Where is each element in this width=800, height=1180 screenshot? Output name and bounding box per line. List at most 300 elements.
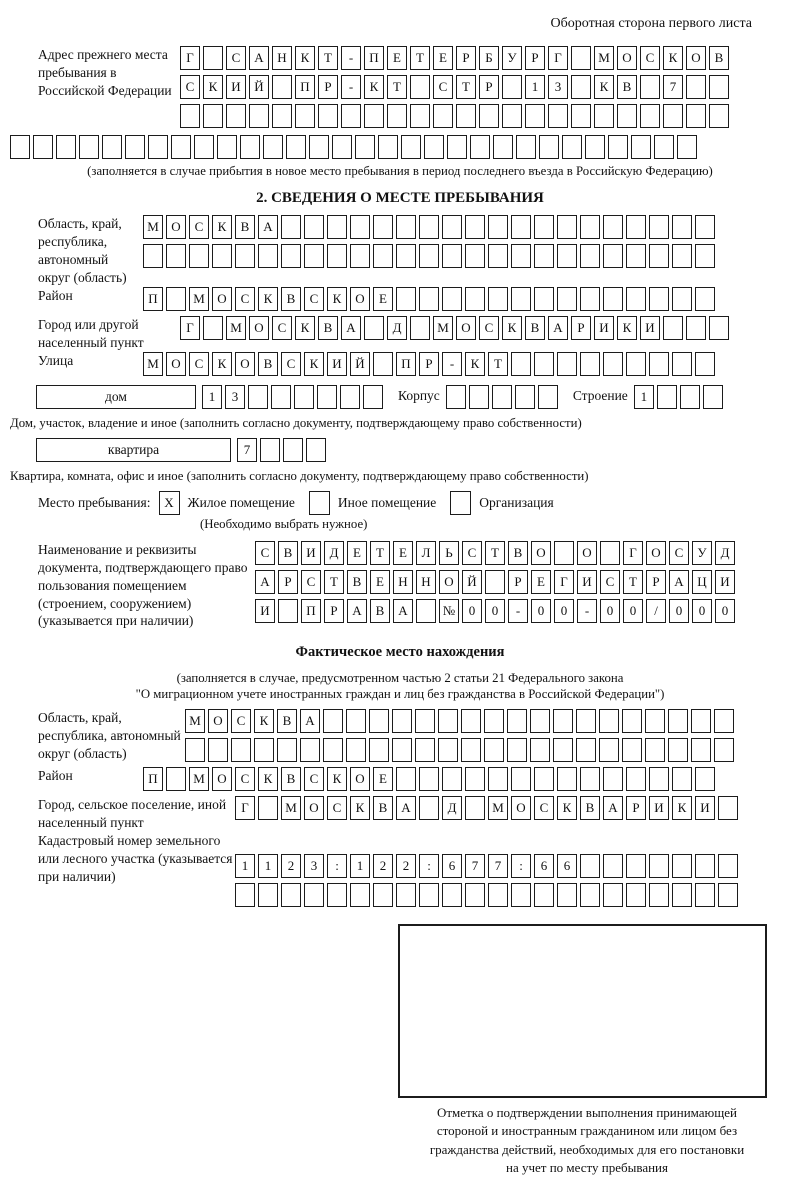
char-cell[interactable] <box>350 883 370 907</box>
char-cell[interactable]: С <box>669 541 689 565</box>
char-cell[interactable] <box>401 135 421 159</box>
char-cell[interactable]: К <box>258 287 278 311</box>
char-cell[interactable] <box>260 438 280 462</box>
char-cell[interactable]: Д <box>715 541 735 565</box>
char-cell[interactable] <box>203 316 223 340</box>
char-cell[interactable] <box>663 104 683 128</box>
char-cell[interactable] <box>369 709 389 733</box>
char-cell[interactable] <box>714 738 734 762</box>
char-cell[interactable] <box>419 215 439 239</box>
char-cell[interactable] <box>580 352 600 376</box>
char-cell[interactable] <box>511 767 531 791</box>
char-cell[interactable] <box>355 135 375 159</box>
char-cell[interactable] <box>571 46 591 70</box>
char-cell[interactable]: 0 <box>600 599 620 623</box>
char-cell[interactable] <box>534 883 554 907</box>
char-cell[interactable] <box>594 104 614 128</box>
char-cell[interactable]: Е <box>373 767 393 791</box>
char-cell[interactable]: В <box>373 796 393 820</box>
char-cell[interactable] <box>585 135 605 159</box>
char-cell[interactable]: Р <box>419 352 439 376</box>
char-cell[interactable]: Г <box>548 46 568 70</box>
char-cell[interactable]: Р <box>456 46 476 70</box>
char-cell[interactable] <box>447 135 467 159</box>
char-cell[interactable]: О <box>617 46 637 70</box>
char-cell[interactable] <box>548 104 568 128</box>
char-cell[interactable]: 2 <box>396 854 416 878</box>
char-cell[interactable]: М <box>189 287 209 311</box>
char-cell[interactable]: О <box>212 287 232 311</box>
char-cell[interactable]: К <box>350 796 370 820</box>
char-cell[interactable]: Е <box>387 46 407 70</box>
char-cell[interactable] <box>419 883 439 907</box>
char-cell[interactable]: К <box>254 709 274 733</box>
char-cell[interactable]: И <box>226 75 246 99</box>
char-cell[interactable]: Г <box>180 316 200 340</box>
char-cell[interactable] <box>695 854 715 878</box>
char-cell[interactable] <box>272 104 292 128</box>
char-cell[interactable] <box>350 244 370 268</box>
char-cell[interactable] <box>332 135 352 159</box>
char-cell[interactable] <box>534 352 554 376</box>
char-cell[interactable] <box>668 738 688 762</box>
char-cell[interactable]: С <box>226 46 246 70</box>
char-cell[interactable]: 0 <box>554 599 574 623</box>
char-cell[interactable] <box>576 738 596 762</box>
char-cell[interactable]: К <box>327 287 347 311</box>
char-cell[interactable] <box>281 244 301 268</box>
char-cell[interactable] <box>485 570 505 594</box>
char-cell[interactable] <box>283 438 303 462</box>
char-cell[interactable]: 3 <box>304 854 324 878</box>
char-cell[interactable]: Д <box>324 541 344 565</box>
char-cell[interactable]: С <box>534 796 554 820</box>
char-cell[interactable]: 1 <box>202 385 222 409</box>
char-cell[interactable]: В <box>370 599 390 623</box>
char-cell[interactable]: В <box>235 215 255 239</box>
char-cell[interactable] <box>369 738 389 762</box>
char-cell[interactable]: С <box>189 352 209 376</box>
char-cell[interactable] <box>396 215 416 239</box>
char-cell[interactable] <box>465 883 485 907</box>
char-cell[interactable] <box>424 135 444 159</box>
char-cell[interactable] <box>392 738 412 762</box>
char-cell[interactable]: О <box>531 541 551 565</box>
char-cell[interactable]: М <box>594 46 614 70</box>
char-cell[interactable] <box>249 104 269 128</box>
char-cell[interactable] <box>327 215 347 239</box>
char-cell[interactable] <box>511 352 531 376</box>
char-cell[interactable] <box>640 75 660 99</box>
char-cell[interactable] <box>680 385 700 409</box>
char-cell[interactable]: С <box>235 767 255 791</box>
char-cell[interactable]: К <box>258 767 278 791</box>
char-cell[interactable]: Е <box>531 570 551 594</box>
char-cell[interactable] <box>557 883 577 907</box>
char-cell[interactable] <box>166 244 186 268</box>
char-cell[interactable]: О <box>208 709 228 733</box>
char-cell[interactable]: А <box>669 570 689 594</box>
char-cell[interactable]: Р <box>571 316 591 340</box>
char-cell[interactable] <box>691 738 711 762</box>
char-cell[interactable] <box>530 738 550 762</box>
char-cell[interactable]: Е <box>347 541 367 565</box>
char-cell[interactable]: А <box>347 599 367 623</box>
char-cell[interactable]: А <box>341 316 361 340</box>
char-cell[interactable]: И <box>255 599 275 623</box>
char-cell[interactable] <box>271 385 291 409</box>
char-cell[interactable]: - <box>508 599 528 623</box>
char-cell[interactable] <box>599 738 619 762</box>
char-cell[interactable]: С <box>301 570 321 594</box>
char-cell[interactable] <box>442 215 462 239</box>
char-cell[interactable]: С <box>189 215 209 239</box>
char-cell[interactable] <box>189 244 209 268</box>
char-cell[interactable] <box>350 215 370 239</box>
char-cell[interactable]: 2 <box>281 854 301 878</box>
char-cell[interactable]: К <box>212 352 232 376</box>
char-cell[interactable] <box>306 438 326 462</box>
char-cell[interactable] <box>465 244 485 268</box>
char-cell[interactable]: Т <box>387 75 407 99</box>
char-cell[interactable]: Т <box>456 75 476 99</box>
char-cell[interactable] <box>396 244 416 268</box>
char-cell[interactable] <box>553 709 573 733</box>
char-cell[interactable]: А <box>249 46 269 70</box>
char-cell[interactable]: В <box>277 709 297 733</box>
char-cell[interactable]: 0 <box>669 599 689 623</box>
char-cell[interactable] <box>465 796 485 820</box>
char-cell[interactable] <box>488 767 508 791</box>
char-cell[interactable] <box>516 135 536 159</box>
char-cell[interactable]: 0 <box>531 599 551 623</box>
char-cell[interactable]: О <box>577 541 597 565</box>
char-cell[interactable]: С <box>600 570 620 594</box>
char-cell[interactable] <box>286 135 306 159</box>
char-cell[interactable] <box>668 709 688 733</box>
char-cell[interactable]: Т <box>318 46 338 70</box>
char-cell[interactable] <box>410 316 430 340</box>
char-cell[interactable]: О <box>439 570 459 594</box>
char-cell[interactable] <box>507 738 527 762</box>
char-cell[interactable] <box>626 352 646 376</box>
char-cell[interactable] <box>465 215 485 239</box>
char-cell[interactable]: Т <box>370 541 390 565</box>
char-cell[interactable]: А <box>258 215 278 239</box>
char-cell[interactable]: 0 <box>715 599 735 623</box>
char-cell[interactable]: М <box>488 796 508 820</box>
char-cell[interactable]: С <box>255 541 275 565</box>
char-cell[interactable]: О <box>456 316 476 340</box>
char-cell[interactable] <box>235 244 255 268</box>
char-cell[interactable] <box>364 316 384 340</box>
char-cell[interactable]: И <box>327 352 347 376</box>
char-cell[interactable]: Н <box>272 46 292 70</box>
char-cell[interactable]: В <box>258 352 278 376</box>
char-cell[interactable] <box>677 135 697 159</box>
char-cell[interactable]: 0 <box>692 599 712 623</box>
char-cell[interactable] <box>185 738 205 762</box>
char-cell[interactable]: А <box>396 796 416 820</box>
char-cell[interactable] <box>603 883 623 907</box>
char-cell[interactable] <box>608 135 628 159</box>
char-cell[interactable] <box>258 796 278 820</box>
char-cell[interactable] <box>248 385 268 409</box>
char-cell[interactable]: Г <box>623 541 643 565</box>
char-cell[interactable] <box>695 883 715 907</box>
char-cell[interactable] <box>507 709 527 733</box>
char-cell[interactable]: К <box>663 46 683 70</box>
char-cell[interactable]: К <box>617 316 637 340</box>
char-cell[interactable] <box>309 135 329 159</box>
char-cell[interactable] <box>695 215 715 239</box>
char-cell[interactable]: М <box>226 316 246 340</box>
char-cell[interactable] <box>304 215 324 239</box>
char-cell[interactable]: О <box>350 767 370 791</box>
char-cell[interactable] <box>258 883 278 907</box>
char-cell[interactable] <box>511 883 531 907</box>
char-cell[interactable]: 3 <box>225 385 245 409</box>
char-cell[interactable]: О <box>511 796 531 820</box>
char-cell[interactable]: С <box>327 796 347 820</box>
char-cell[interactable]: П <box>364 46 384 70</box>
char-cell[interactable] <box>456 104 476 128</box>
char-cell[interactable] <box>663 316 683 340</box>
char-cell[interactable] <box>166 287 186 311</box>
char-cell[interactable] <box>240 135 260 159</box>
char-cell[interactable] <box>488 883 508 907</box>
char-cell[interactable]: И <box>649 796 669 820</box>
char-cell[interactable]: 2 <box>373 854 393 878</box>
char-cell[interactable] <box>410 75 430 99</box>
char-cell[interactable]: И <box>301 541 321 565</box>
char-cell[interactable] <box>714 709 734 733</box>
char-cell[interactable]: Н <box>393 570 413 594</box>
char-cell[interactable] <box>340 385 360 409</box>
char-cell[interactable]: Й <box>462 570 482 594</box>
char-cell[interactable] <box>488 244 508 268</box>
char-cell[interactable] <box>363 385 383 409</box>
char-cell[interactable]: В <box>709 46 729 70</box>
char-cell[interactable] <box>557 287 577 311</box>
char-cell[interactable]: 1 <box>350 854 370 878</box>
char-cell[interactable] <box>530 709 550 733</box>
char-cell[interactable] <box>672 854 692 878</box>
char-cell[interactable]: К <box>364 75 384 99</box>
char-cell[interactable] <box>263 135 283 159</box>
char-cell[interactable]: 3 <box>548 75 568 99</box>
char-cell[interactable]: 7 <box>237 438 257 462</box>
char-cell[interactable]: В <box>508 541 528 565</box>
char-cell[interactable] <box>419 796 439 820</box>
char-cell[interactable] <box>557 352 577 376</box>
char-cell[interactable]: О <box>249 316 269 340</box>
char-cell[interactable]: И <box>640 316 660 340</box>
char-cell[interactable] <box>281 883 301 907</box>
char-cell[interactable] <box>488 215 508 239</box>
char-cell[interactable]: В <box>281 767 301 791</box>
char-cell[interactable]: О <box>166 352 186 376</box>
char-cell[interactable]: В <box>580 796 600 820</box>
char-cell[interactable] <box>125 135 145 159</box>
char-cell[interactable] <box>534 287 554 311</box>
char-cell[interactable]: Т <box>324 570 344 594</box>
char-cell[interactable] <box>415 738 435 762</box>
char-cell[interactable]: С <box>640 46 660 70</box>
char-cell[interactable] <box>557 767 577 791</box>
char-cell[interactable] <box>442 767 462 791</box>
char-cell[interactable] <box>649 352 669 376</box>
char-cell[interactable] <box>469 385 489 409</box>
char-cell[interactable] <box>672 767 692 791</box>
char-cell[interactable] <box>419 287 439 311</box>
char-cell[interactable] <box>617 104 637 128</box>
char-cell[interactable]: 7 <box>663 75 683 99</box>
char-cell[interactable] <box>562 135 582 159</box>
char-cell[interactable]: Г <box>554 570 574 594</box>
char-cell[interactable]: 1 <box>235 854 255 878</box>
char-cell[interactable]: 6 <box>557 854 577 878</box>
char-cell[interactable] <box>645 738 665 762</box>
char-cell[interactable]: 1 <box>258 854 278 878</box>
char-cell[interactable] <box>442 244 462 268</box>
char-cell[interactable] <box>461 738 481 762</box>
char-cell[interactable] <box>373 352 393 376</box>
char-cell[interactable]: К <box>594 75 614 99</box>
char-cell[interactable]: Р <box>508 570 528 594</box>
char-cell[interactable] <box>79 135 99 159</box>
char-cell[interactable]: П <box>143 287 163 311</box>
char-cell[interactable] <box>317 385 337 409</box>
kvartira-field[interactable]: квартира <box>36 438 231 462</box>
char-cell[interactable] <box>465 287 485 311</box>
char-cell[interactable] <box>493 135 513 159</box>
char-cell[interactable] <box>373 883 393 907</box>
char-cell[interactable]: 0 <box>485 599 505 623</box>
char-cell[interactable] <box>553 738 573 762</box>
char-cell[interactable] <box>373 244 393 268</box>
char-cell[interactable] <box>416 599 436 623</box>
char-cell[interactable] <box>603 215 623 239</box>
char-cell[interactable] <box>695 244 715 268</box>
char-cell[interactable] <box>143 244 163 268</box>
char-cell[interactable] <box>419 767 439 791</box>
char-cell[interactable]: С <box>433 75 453 99</box>
char-cell[interactable]: Л <box>416 541 436 565</box>
char-cell[interactable] <box>631 135 651 159</box>
char-cell[interactable] <box>465 767 485 791</box>
char-cell[interactable]: П <box>143 767 163 791</box>
char-cell[interactable] <box>645 709 665 733</box>
char-cell[interactable]: А <box>603 796 623 820</box>
char-cell[interactable]: 7 <box>465 854 485 878</box>
char-cell[interactable] <box>442 883 462 907</box>
char-cell[interactable]: Т <box>410 46 430 70</box>
char-cell[interactable]: К <box>295 316 315 340</box>
char-cell[interactable]: Р <box>525 46 545 70</box>
char-cell[interactable] <box>511 244 531 268</box>
char-cell[interactable]: Р <box>479 75 499 99</box>
char-cell[interactable] <box>626 854 646 878</box>
char-cell[interactable]: 1 <box>525 75 545 99</box>
char-cell[interactable] <box>396 767 416 791</box>
char-cell[interactable] <box>295 104 315 128</box>
char-cell[interactable]: С <box>235 287 255 311</box>
char-cell[interactable]: К <box>203 75 223 99</box>
char-cell[interactable]: Д <box>442 796 462 820</box>
char-cell[interactable]: С <box>479 316 499 340</box>
char-cell[interactable] <box>208 738 228 762</box>
char-cell[interactable]: / <box>646 599 666 623</box>
char-cell[interactable]: - <box>341 75 361 99</box>
char-cell[interactable]: Ь <box>439 541 459 565</box>
char-cell[interactable] <box>571 104 591 128</box>
char-cell[interactable] <box>580 854 600 878</box>
char-cell[interactable]: В <box>278 541 298 565</box>
char-cell[interactable]: Н <box>416 570 436 594</box>
char-cell[interactable]: Р <box>626 796 646 820</box>
char-cell[interactable]: : <box>327 854 347 878</box>
char-cell[interactable] <box>461 709 481 733</box>
checkbox-zhiloe[interactable]: X <box>159 491 180 515</box>
char-cell[interactable] <box>686 75 706 99</box>
char-cell[interactable]: Р <box>646 570 666 594</box>
char-cell[interactable]: П <box>301 599 321 623</box>
char-cell[interactable]: - <box>341 46 361 70</box>
char-cell[interactable] <box>33 135 53 159</box>
char-cell[interactable] <box>166 767 186 791</box>
char-cell[interactable]: В <box>281 287 301 311</box>
char-cell[interactable] <box>304 883 324 907</box>
char-cell[interactable] <box>278 599 298 623</box>
char-cell[interactable]: С <box>281 352 301 376</box>
char-cell[interactable] <box>654 135 674 159</box>
char-cell[interactable]: У <box>502 46 522 70</box>
char-cell[interactable]: О <box>686 46 706 70</box>
char-cell[interactable] <box>603 854 623 878</box>
char-cell[interactable]: Г <box>235 796 255 820</box>
char-cell[interactable] <box>703 385 723 409</box>
char-cell[interactable]: О <box>646 541 666 565</box>
char-cell[interactable] <box>626 767 646 791</box>
char-cell[interactable]: Е <box>373 287 393 311</box>
char-cell[interactable] <box>709 104 729 128</box>
char-cell[interactable] <box>327 244 347 268</box>
char-cell[interactable] <box>419 244 439 268</box>
char-cell[interactable] <box>194 135 214 159</box>
char-cell[interactable]: У <box>692 541 712 565</box>
char-cell[interactable]: М <box>281 796 301 820</box>
char-cell[interactable]: П <box>396 352 416 376</box>
char-cell[interactable] <box>502 104 522 128</box>
char-cell[interactable] <box>580 215 600 239</box>
char-cell[interactable] <box>392 709 412 733</box>
char-cell[interactable] <box>277 738 297 762</box>
char-cell[interactable] <box>171 135 191 159</box>
char-cell[interactable] <box>203 46 223 70</box>
char-cell[interactable] <box>442 287 462 311</box>
char-cell[interactable]: - <box>577 599 597 623</box>
char-cell[interactable] <box>657 385 677 409</box>
char-cell[interactable]: С <box>462 541 482 565</box>
char-cell[interactable]: : <box>419 854 439 878</box>
char-cell[interactable] <box>718 854 738 878</box>
char-cell[interactable]: Й <box>249 75 269 99</box>
char-cell[interactable] <box>649 767 669 791</box>
char-cell[interactable] <box>534 244 554 268</box>
char-cell[interactable]: К <box>465 352 485 376</box>
char-cell[interactable] <box>484 738 504 762</box>
